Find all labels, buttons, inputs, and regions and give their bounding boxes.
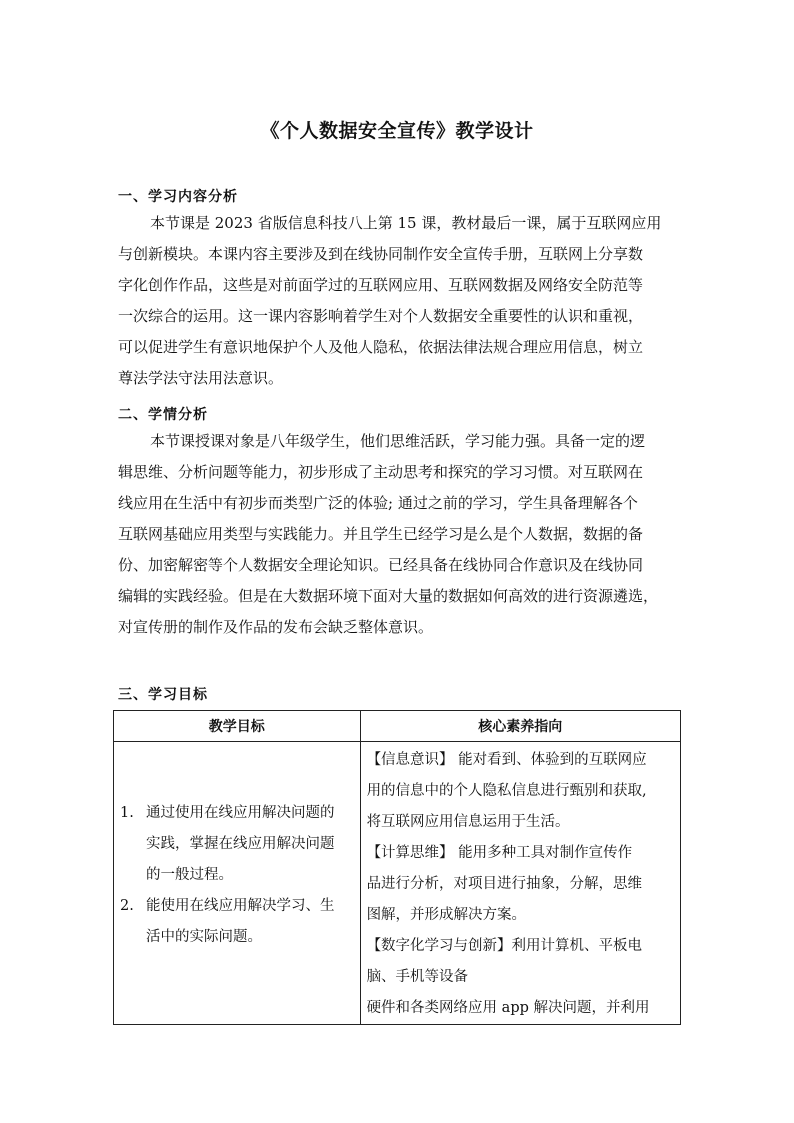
goal-text-line: 的一般过程。	[146, 867, 233, 883]
content-analysis-line: 字化创作作品，这些是对前面学过的互联网应用、互联网数据及网络安全防范等	[118, 276, 644, 294]
list-item	[120, 891, 356, 953]
core-literacy-line: 【计算思维】 能用多种工具对制作宣传作	[366, 845, 633, 861]
goal-text	[146, 891, 335, 953]
table-row	[114, 742, 681, 1025]
goal-text-line: 通过使用在线应用解决问题的	[146, 805, 335, 821]
core-literacy-line: 品进行分析，对项目进行抽象，分解，思维	[366, 876, 643, 892]
content-analysis-line: 可以促进学生有意识地保护个人及他人隐私，依据法律法规合理应用信息，树立	[118, 338, 644, 356]
goal-text	[146, 798, 335, 891]
core-literacy-line: 图解，并形成解决方案。	[366, 907, 527, 923]
section-heading-learner-analysis: 二、学情分析	[118, 407, 208, 423]
table-header-teaching-goals: 教学目标	[114, 711, 361, 742]
core-literacy-line: 将互联网应用信息运用于生活。	[366, 814, 570, 830]
core-literacy-line: 硬件和各类网络应用 app 解决问题，并利用	[366, 1000, 650, 1016]
learner-analysis-paragraph	[118, 426, 688, 643]
core-literacy-cell	[360, 742, 680, 1025]
learner-analysis-line: 线应用在生活中有初步而类型广泛的体验; 通过之前的学习，学生具备理解各个	[118, 494, 638, 512]
core-literacy-line: 【信息意识】 能对看到、体验到的互联网应	[366, 752, 647, 768]
goal-number: 2.	[120, 898, 134, 914]
core-literacy-line: 【数字化学习与创新】利用计算机、平板电	[366, 938, 643, 954]
core-literacy-line: 脑、手机等设备	[366, 969, 469, 985]
content-analysis-paragraph	[118, 208, 688, 394]
document-title: 《个人数据安全宣传》教学设计	[260, 120, 534, 142]
learner-analysis-line: 本节课授课对象是八年级学生，他们思维活跃，学习能力强。具备一定的逻	[150, 432, 646, 450]
goal-text-line: 活中的实际问题。	[146, 929, 262, 945]
teaching-goals-list	[114, 742, 360, 953]
goal-text-line: 能使用在线应用解决学习、生	[146, 898, 335, 914]
content-analysis-line: 一次综合的运用。这一课内容影响着学生对个人数据安全重要性的认识和重视，	[118, 307, 644, 325]
table-header-row	[114, 711, 681, 742]
goal-text-line: 实践，掌握在线应用解决问题	[146, 836, 335, 852]
list-item	[120, 798, 356, 891]
content-analysis-line: 与创新模块。本课内容主要涉及到在线协同制作安全宣传手册，互联网上分享数	[118, 245, 644, 263]
section-heading-content-analysis: 一、学习内容分析	[118, 189, 238, 205]
section-heading-learning-goals: 三、学习目标	[118, 687, 208, 703]
learning-goals-table	[113, 710, 681, 1025]
learner-analysis-line: 辑思维、分析问题等能力，初步形成了主动思考和探究的学习习惯。对互联网在	[118, 463, 644, 481]
table-header-core-literacy: 核心素养指向	[360, 711, 680, 742]
learner-analysis-line: 编辑的实践经验。但是在大数据环境下面对大量的数据如何高效的进行资源遴选，	[118, 587, 659, 605]
teaching-goals-cell	[114, 742, 361, 1025]
learner-analysis-line: 份、加密解密等个人数据安全理论知识。已经具备在线协同合作意识及在线协同	[118, 556, 644, 574]
goal-number: 1.	[120, 805, 134, 821]
content-analysis-line: 尊法学法守法用法意识。	[118, 369, 284, 387]
content-analysis-line: 本节课是 2023 省版信息科技八上第 15 课，教材最后一课，属于互联网应用	[150, 214, 662, 232]
learner-analysis-line: 互联网基础应用类型与实践能力。并且学生已经学习是么是个人数据，数据的备	[118, 525, 644, 543]
core-literacy-line: 用的信息中的个人隐私信息进行甄别和获取,	[366, 783, 647, 799]
learner-analysis-line: 对宣传册的制作及作品的发布会缺乏整体意识。	[118, 618, 434, 636]
